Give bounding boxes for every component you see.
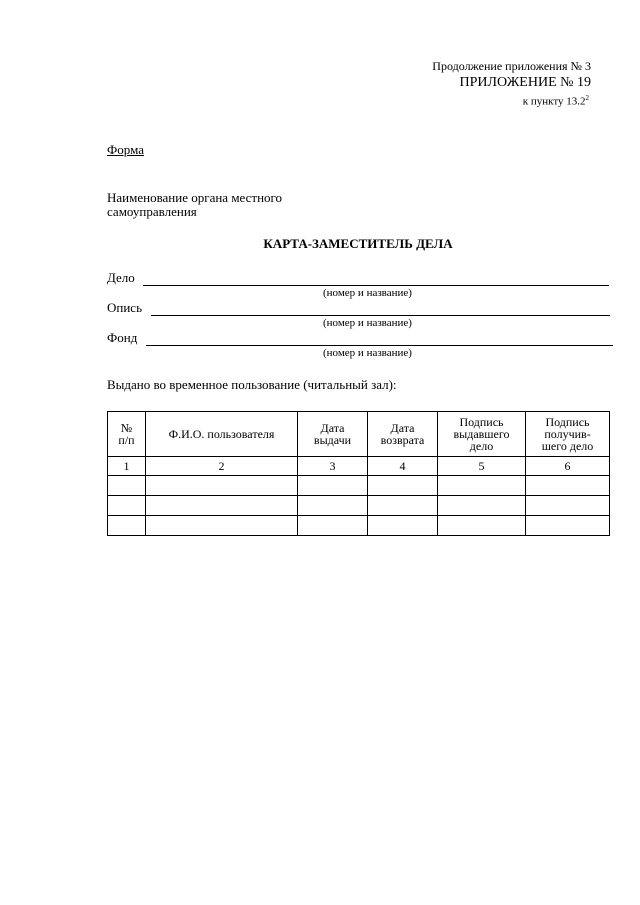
table-cell[interactable] bbox=[108, 496, 146, 516]
table-cell[interactable] bbox=[368, 496, 438, 516]
table-cell[interactable] bbox=[298, 496, 368, 516]
column-number-row bbox=[108, 457, 610, 476]
table-cell[interactable] bbox=[438, 516, 526, 536]
header-cell-issue-date bbox=[298, 412, 368, 457]
table-cell[interactable] bbox=[438, 476, 526, 496]
header-text: Дата bbox=[320, 421, 345, 435]
field-line-case bbox=[143, 285, 609, 286]
table-cell[interactable] bbox=[108, 516, 146, 536]
document-title: КАРТА-ЗАМЕСТИТЕЛЬ ДЕЛА bbox=[263, 236, 453, 251]
point-superscript: 2 bbox=[585, 94, 589, 102]
header-text: получив- bbox=[544, 427, 591, 441]
header-text: выдавшего bbox=[453, 427, 510, 441]
table-cell[interactable] bbox=[146, 516, 298, 536]
header-text: Подпись bbox=[545, 415, 590, 429]
table-cell[interactable] bbox=[526, 476, 610, 496]
column-number: 4 bbox=[368, 457, 438, 476]
field-line-inventory bbox=[151, 315, 610, 316]
header-text: № bbox=[120, 421, 133, 435]
table-cell[interactable] bbox=[438, 496, 526, 516]
table-cell[interactable] bbox=[298, 476, 368, 496]
header-cell-receiver-signature bbox=[526, 412, 610, 457]
header-text: Подпись bbox=[459, 415, 504, 429]
field-hint-case: (номер и название) bbox=[323, 287, 412, 299]
header-text: Дата bbox=[390, 421, 415, 435]
field-line-fund bbox=[146, 345, 613, 346]
table-row bbox=[108, 496, 610, 516]
table-cell[interactable] bbox=[526, 496, 610, 516]
column-number: 6 bbox=[526, 457, 610, 476]
issue-table bbox=[107, 411, 610, 536]
table-header-row bbox=[108, 412, 610, 457]
org-name bbox=[107, 191, 282, 219]
field-label-fund: Фонд bbox=[107, 330, 138, 345]
field-hint-fund: (номер и название) bbox=[323, 347, 412, 359]
header-text: возврата bbox=[380, 433, 425, 447]
header-cell-return-date bbox=[368, 412, 438, 457]
field-hint-inventory: (номер и название) bbox=[323, 317, 412, 329]
appendix-title: ПРИЛОЖЕНИЕ № 19 bbox=[459, 75, 591, 90]
header-text: выдачи bbox=[313, 433, 352, 447]
header-text: дело bbox=[469, 439, 494, 453]
org-name-line-1: Наименование органа местного bbox=[107, 190, 283, 205]
table-cell[interactable] bbox=[298, 516, 368, 536]
field-label-case: Дело bbox=[107, 270, 135, 285]
column-number: 2 bbox=[146, 457, 298, 476]
header-text: Ф.И.О. пользователя bbox=[168, 427, 275, 441]
table-cell[interactable] bbox=[146, 476, 298, 496]
table-cell[interactable] bbox=[108, 476, 146, 496]
column-number: 3 bbox=[298, 457, 368, 476]
issued-text: Выдано во временное пользование (читальный зал): bbox=[107, 377, 397, 392]
table-row bbox=[108, 516, 610, 536]
org-name-line-2: самоуправления bbox=[107, 204, 197, 219]
table-cell[interactable] bbox=[368, 516, 438, 536]
header-cell-issuer-signature bbox=[438, 412, 526, 457]
header-cell-user-name bbox=[146, 412, 298, 457]
column-number: 5 bbox=[438, 457, 526, 476]
field-label-inventory: Опись bbox=[107, 300, 143, 315]
header-text: п/п bbox=[118, 433, 135, 447]
continuation-note: Продолжение приложения № 3 bbox=[432, 59, 591, 73]
header-cell-number bbox=[108, 412, 146, 457]
table-cell[interactable] bbox=[368, 476, 438, 496]
table-row bbox=[108, 476, 610, 496]
point-text: к пункту 13.2 bbox=[522, 95, 586, 108]
column-number: 1 bbox=[108, 457, 146, 476]
table-cell[interactable] bbox=[146, 496, 298, 516]
form-label: Форма bbox=[107, 142, 144, 157]
header-text: шего дело bbox=[541, 439, 594, 453]
table-cell[interactable] bbox=[526, 516, 610, 536]
appendix-point bbox=[523, 94, 589, 108]
